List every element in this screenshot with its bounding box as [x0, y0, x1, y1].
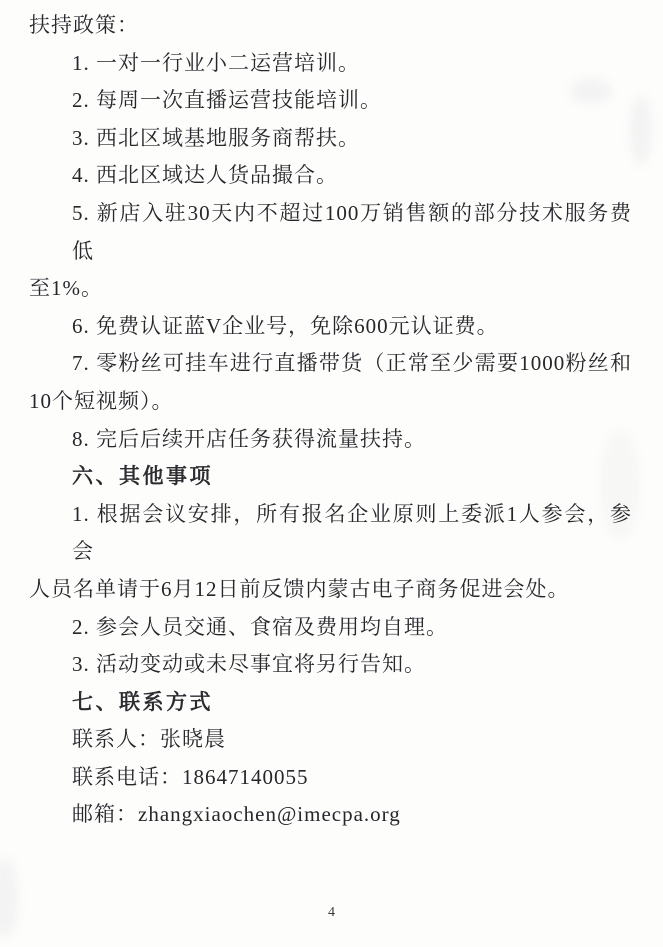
contact-email-line: 邮箱：zhangxiaochen@imecpa.org [72, 802, 401, 827]
section-heading-other-matters: 六、其他事项 [72, 465, 213, 489]
contact-person-line: 联系人：张晓晨 [72, 727, 226, 752]
policy-item-1: 1. 一对一行业小二运营培训。 [72, 50, 360, 75]
contact-phone-line: 联系电话：18647140055 [72, 764, 309, 789]
policy-item-5-continued: 至1%。 [29, 276, 103, 301]
policy-item-4: 4. 西北区域达人货品撮合。 [72, 163, 338, 188]
other-matters-item-3: 3. 活动变动或未尽事宜将另行告知。 [72, 652, 426, 677]
other-matters-item-1: 1. 根据会议安排，所有报名企业原则上委派1人参会，参会 [72, 501, 632, 564]
policy-item-5: 5. 新店入驻30天内不超过100万销售额的部分技术服务费低 [72, 200, 632, 263]
policy-item-7: 7. 零粉丝可挂车进行直播带货（正常至少需要1000粉丝和 [72, 351, 632, 376]
policy-item-7-continued: 10个短视频）。 [29, 388, 174, 413]
document-body [29, 7, 632, 834]
other-matters-item-1-continued: 人员名单请于6月12日前反馈内蒙古电子商务促进会处。 [29, 576, 570, 601]
policy-item-2: 2. 每周一次直播运营技能培训。 [72, 88, 382, 113]
policy-item-6: 6. 免费认证蓝V企业号，免除600元认证费。 [72, 313, 499, 338]
other-matters-item-2: 2. 参会人员交通、食宿及费用均自理。 [72, 614, 448, 639]
scan-smudge [0, 858, 18, 938]
policy-item-3: 3. 西北区域基地服务商帮扶。 [72, 125, 360, 150]
scan-smudge [630, 95, 652, 165]
support-policy-label: 扶持政策： [29, 13, 139, 37]
page-number: 4 [328, 905, 335, 920]
section-heading-contact: 七、联系方式 [72, 690, 213, 714]
policy-item-8: 8. 完后后续开店任务获得流量扶持。 [72, 426, 426, 451]
